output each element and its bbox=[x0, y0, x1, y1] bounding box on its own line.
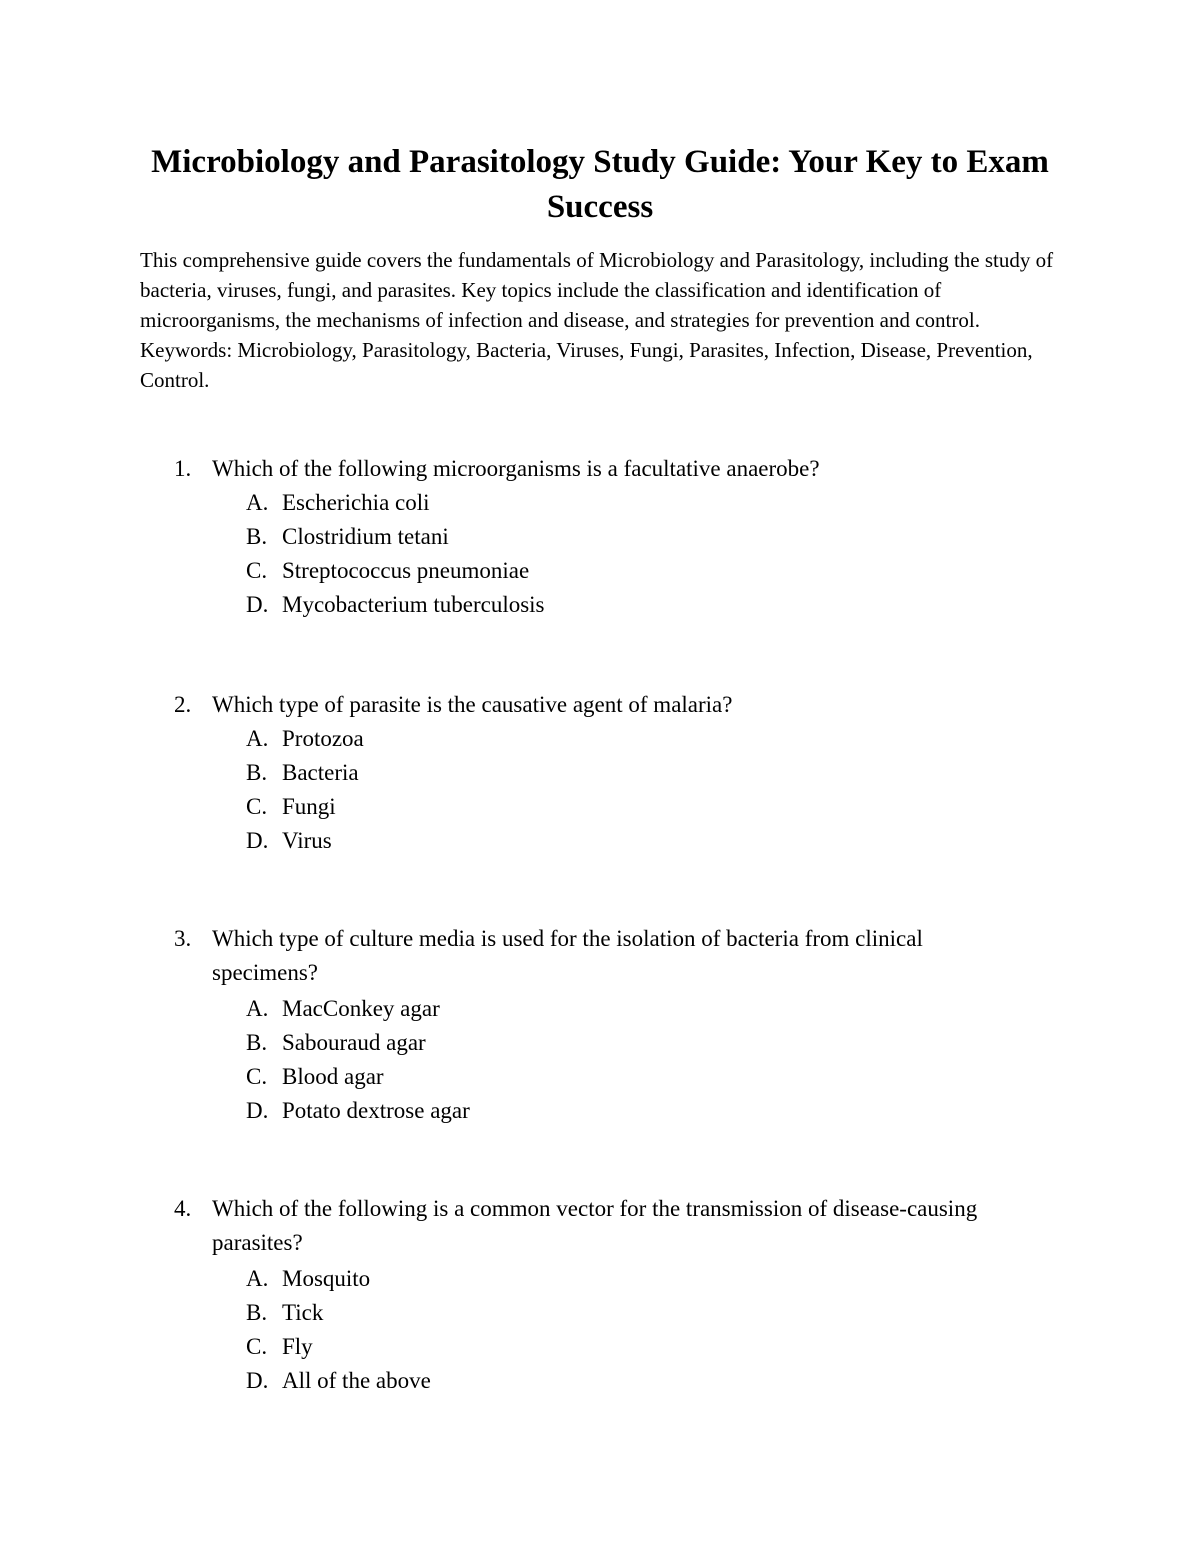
option-text: Virus bbox=[282, 828, 332, 853]
option-letter: A. bbox=[246, 1266, 269, 1291]
option-letter: D. bbox=[246, 1098, 269, 1123]
option-text: All of the above bbox=[282, 1368, 431, 1393]
option-letter: A. bbox=[246, 996, 269, 1021]
option-letter: A. bbox=[246, 490, 269, 515]
document-title: Microbiology and Parasitology Study Guide: Your Key to Exam Success bbox=[151, 144, 1049, 225]
question-number: 3. bbox=[174, 926, 192, 951]
option-text: Escherichia coli bbox=[282, 490, 430, 515]
option-text: Fungi bbox=[282, 794, 336, 819]
option-letter: C. bbox=[246, 1334, 268, 1359]
option-text: Protozoa bbox=[282, 726, 364, 751]
option-text: Mycobacterium tuberculosis bbox=[282, 592, 545, 617]
option-text: Streptococcus pneumoniae bbox=[282, 558, 530, 583]
option-text: MacConkey agar bbox=[282, 996, 440, 1021]
option-text: Mosquito bbox=[282, 1266, 371, 1291]
option-letter: D. bbox=[246, 1368, 269, 1393]
intro-paragraph: This comprehensive guide covers the fundamentals of Microbiology and Parasitology, including the study of bacteria, viruses, fungi, and parasites. Key topics include the classification and identification of microorganisms, the mechanisms of infection and disease, and strategies for prevention and control. Keywords: Microbiology, Parasitology, Bacteria, Viruses, Fungi, Parasites, Infection, Disease, Prevention, Control. bbox=[140, 248, 1054, 392]
option-letter: D. bbox=[246, 828, 269, 853]
question-number: 2. bbox=[174, 692, 192, 717]
option-letter: B. bbox=[246, 1300, 268, 1325]
option-letter: B. bbox=[246, 524, 268, 549]
question-text: Which type of culture media is used for the isolation of bacteria from clinical specimens? bbox=[212, 926, 923, 985]
question-number: 1. bbox=[174, 456, 192, 481]
question-text: Which of the following microorganisms is a facultative anaerobe? bbox=[212, 456, 820, 481]
question-text: Which type of parasite is the causative agent of malaria? bbox=[212, 692, 733, 717]
option-text: Blood agar bbox=[282, 1064, 384, 1089]
option-letter: C. bbox=[246, 794, 268, 819]
option-text: Fly bbox=[282, 1334, 313, 1359]
option-letter: B. bbox=[246, 1030, 268, 1055]
option-text: Clostridium tetani bbox=[282, 524, 449, 549]
option-letter: C. bbox=[246, 558, 268, 583]
option-letter: B. bbox=[246, 760, 268, 785]
option-letter: C. bbox=[246, 1064, 268, 1089]
question-text: Which of the following is a common vector for the transmission of disease-causing parasites? bbox=[212, 1196, 978, 1255]
option-letter: A. bbox=[246, 726, 269, 751]
question-number: 4. bbox=[174, 1196, 192, 1221]
option-text: Sabouraud agar bbox=[282, 1030, 426, 1055]
option-text: Potato dextrose agar bbox=[282, 1098, 470, 1123]
option-text: Tick bbox=[282, 1300, 324, 1325]
option-text: Bacteria bbox=[282, 760, 359, 785]
option-letter: D. bbox=[246, 592, 269, 617]
